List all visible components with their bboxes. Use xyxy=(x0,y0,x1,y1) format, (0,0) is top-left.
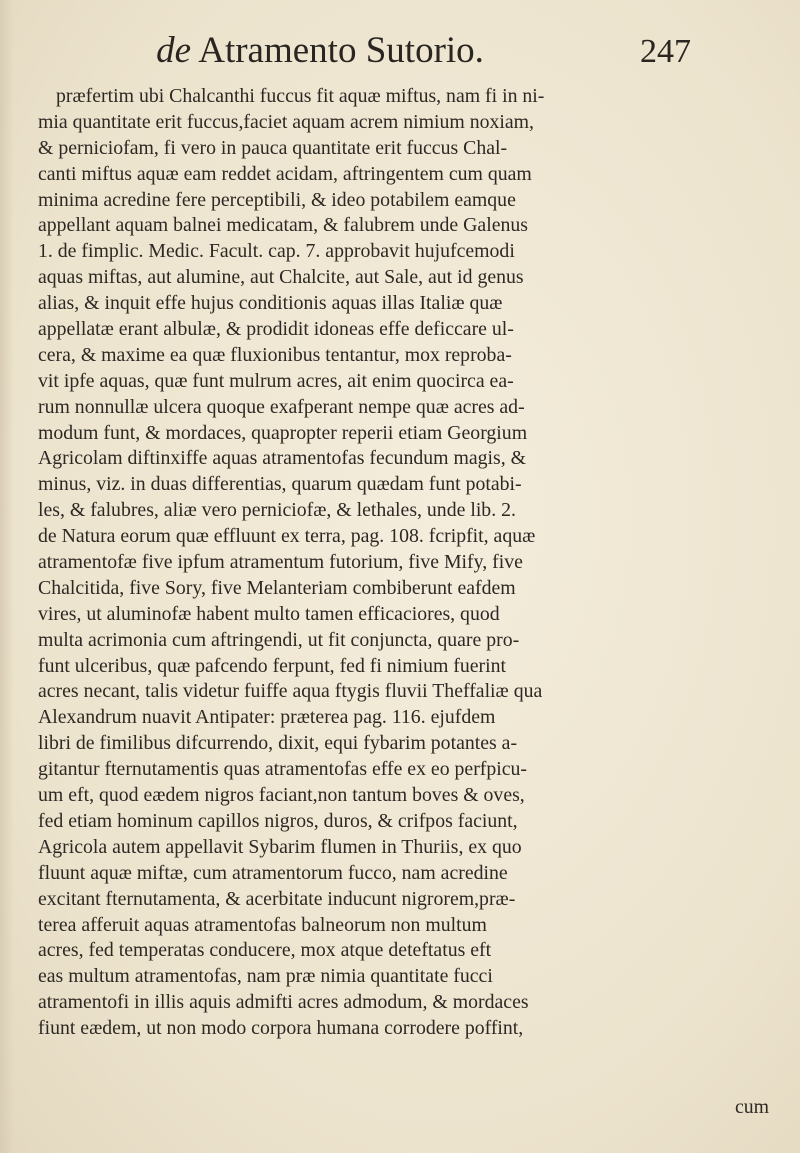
text-line: atramentofæ five ipfum atramentum futorium, five Mify, five xyxy=(38,551,523,574)
text-line: alias, & inquit effe hujus conditionis aquas illas Italiæ quæ xyxy=(38,292,503,315)
text-line: modum funt, & mordaces, quapropter reperii etiam Georgium xyxy=(38,421,528,444)
text-line: aquas miftas, aut alumine, aut Chalcite, aut Sale, aut id genus xyxy=(38,266,524,289)
text-line: 1. de fimplic. Medic. Facult. cap. 7. approbavit hujufcemodi xyxy=(38,240,515,263)
page-header xyxy=(0,28,800,78)
text-line: fluunt aquæ miftæ, cum atramentorum fucco, nam acredine xyxy=(38,861,508,884)
text-line: minus, viz. in duas differentias, quarum quædam funt potabi- xyxy=(38,473,522,496)
text-line: acres necant, talis videtur fuiffe aqua ftygis fluvii Theffaliæ qua xyxy=(38,680,543,703)
text-line: acres, fed temperatas conducere, mox atque deteftatus eft xyxy=(38,939,492,962)
text-line: Chalcitida, five Sory, five Melanteriam combiberunt eafdem xyxy=(38,576,516,599)
catchword: cum xyxy=(735,1096,770,1118)
text-line: mia quantitate erit fuccus,faciet aquam acrem nimium noxiam, xyxy=(38,110,534,133)
text-line: præfertim ubi Chalcanthi fuccus fit aquæ miftus, nam fi in ni- xyxy=(56,85,545,107)
text-line: um eft, quod eædem nigros faciant,non tantum boves & oves, xyxy=(38,784,525,807)
text-line: vires, ut aluminofæ habent multo tamen efficaciores, quod xyxy=(38,602,500,625)
text-line: terea afferuit aquas atramentofas balneorum non multum xyxy=(38,913,487,936)
text-line: appellatæ erant albulæ, & prodidit idoneas effe deficcare ul- xyxy=(38,318,514,341)
gutter-shadow xyxy=(0,0,14,1153)
text-line: funt ulceribus, quæ pafcendo ferpunt, fed fi nimium fuerint xyxy=(38,654,507,677)
text-line: fiunt eædem, ut non modo corpora humana corrodere poffint, xyxy=(38,1017,524,1040)
text-line: & perniciofam, fi vero in pauca quantitate erit fuccus Chal- xyxy=(38,136,508,159)
text-line: canti miftus aquæ eam reddet acidam, aftringentem cum quam xyxy=(38,162,532,185)
text-line: Agricola autem appellavit Sybarim flumen in Thuriis, ex quo xyxy=(38,835,522,858)
running-title-prefix: de xyxy=(156,30,192,71)
text-line: Alexandrum nuavit Antipater: præterea pag. 116. ejufdem xyxy=(38,706,496,729)
text-line: multa acrimonia cum aftringendi, ut fit conjuncta, quare pro- xyxy=(38,628,520,651)
text-line: les, & falubres, aliæ vero perniciofæ, & lethales, unde lib. 2. xyxy=(38,499,516,522)
text-line: cera, & maxime ea quæ fluxionibus tentantur, mox reproba- xyxy=(38,343,512,366)
text-line: appellant aquam balnei medicatam, & falubrem unde Galenus xyxy=(38,214,528,237)
text-line: libri de fimilibus difcurrendo, dixit, equi fybarim potantes a- xyxy=(38,732,518,755)
body-text xyxy=(38,84,778,1042)
text-line: eas multum atramentofas, nam præ nimia quantitate fucci xyxy=(38,965,493,988)
text-line: rum nonnullæ ulcera quoque exafperant nempe quæ acres ad- xyxy=(38,395,525,418)
text-line: Agricolam diftinxiffe aquas atramentofas fecundum magis, & xyxy=(38,447,526,470)
text-line: gitantur fternutamentis quas atramentofas effe ex eo perfpicu- xyxy=(38,758,528,781)
text-line: atramentofi in illis aquis admifti acres admodum, & mordaces xyxy=(38,991,529,1014)
text-line: minima acredine fere perceptibili, & ideo potabilem eamque xyxy=(38,188,516,211)
text-line: vit ipfe aquas, quæ funt mulrum acres, ait enim quocirca ea- xyxy=(38,369,514,392)
running-title xyxy=(110,28,530,74)
text-line: excitant fternutamenta, & acerbitate inducunt nigrorem,præ- xyxy=(38,887,516,910)
page-number: 247 xyxy=(640,33,691,70)
text-line: fed etiam hominum capillos nigros, duros, & crifpos faciunt, xyxy=(38,809,518,832)
text-line: de Natura eorum quæ effluunt ex terra, pag. 108. fcripfit, aquæ xyxy=(38,525,536,548)
running-title-main: Atramento Sutorio. xyxy=(198,30,484,71)
